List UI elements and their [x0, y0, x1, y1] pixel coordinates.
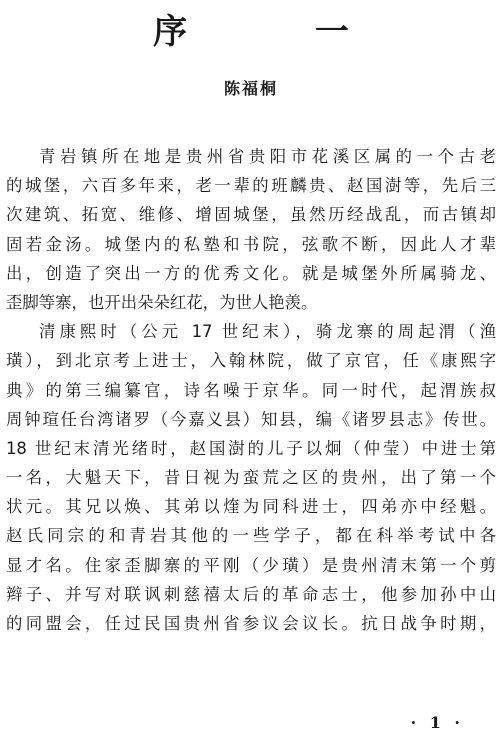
page-number: · 1 · — [410, 713, 464, 732]
text-line: 次建筑、拓宽、维修、增固城堡，虽然历经战乱，而古镇却 — [6, 205, 496, 225]
text-line: 的同盟会，任过民国贵州省参议会议长。抗日战争时期， — [6, 614, 496, 633]
text-line: 赵氏同宗的和青岩其他的一些学子，都在科举考试中各 — [6, 526, 496, 546]
text-line: 周钟瑄任台湾诸罗（今嘉义县）知县，编《诸罗县志》传世。 — [6, 409, 496, 429]
text-line: 辫子、并写对联讽刺慈禧太后的革命志士，他参加孙中山 — [6, 584, 496, 604]
text-line: 出，创造了突出一方的优秀文化。就是城堡外所属骑龙、 — [6, 263, 496, 283]
body-text — [6, 142, 496, 638]
text-line: 青岩镇所在地是贵州省贵阳市花溪区属的一个古老 — [39, 147, 496, 166]
text-line: 显才名。住家歪脚寨的平刚（少璜）是贵州清末第一个剪 — [6, 555, 496, 575]
text-line: 一名，大魁天下，昔日视为蛮荒之区的贵州，出了第一个 — [6, 468, 496, 488]
text-line: 18 世纪末清光绪时，赵国澍的儿子以炯（仲莹）中进士第 — [6, 438, 496, 458]
text-line: 清康熙时（公元 17 世纪末），骑龙寨的周起渭（渔 — [39, 322, 496, 342]
page-title: 序 一 — [153, 12, 407, 52]
paragraph — [6, 142, 496, 317]
text-line: 固若金汤。城堡内的私塾和书院，弦歌不断，因此人才辈 — [6, 234, 496, 254]
text-line: 典》的第三编纂官，诗名噪于京华。同一时代，起渭族叔 — [6, 380, 496, 400]
text-line: 的城堡，六百多年来，老一辈的班麟贵、赵国澍等，先后三 — [6, 176, 496, 196]
paragraph — [6, 317, 496, 638]
author-name: 陈福桐 — [223, 79, 278, 98]
text-line: 歪脚等寨，也开出朵朵红花，为世人艳羡。 — [6, 292, 318, 312]
text-line: 璜），到北京考上进士，入翰林院，做了京官，任《康熙字 — [6, 351, 496, 371]
text-line: 状元。其兄以焕、其弟以煃为同科进士，四弟亦中经魁。 — [6, 497, 496, 517]
